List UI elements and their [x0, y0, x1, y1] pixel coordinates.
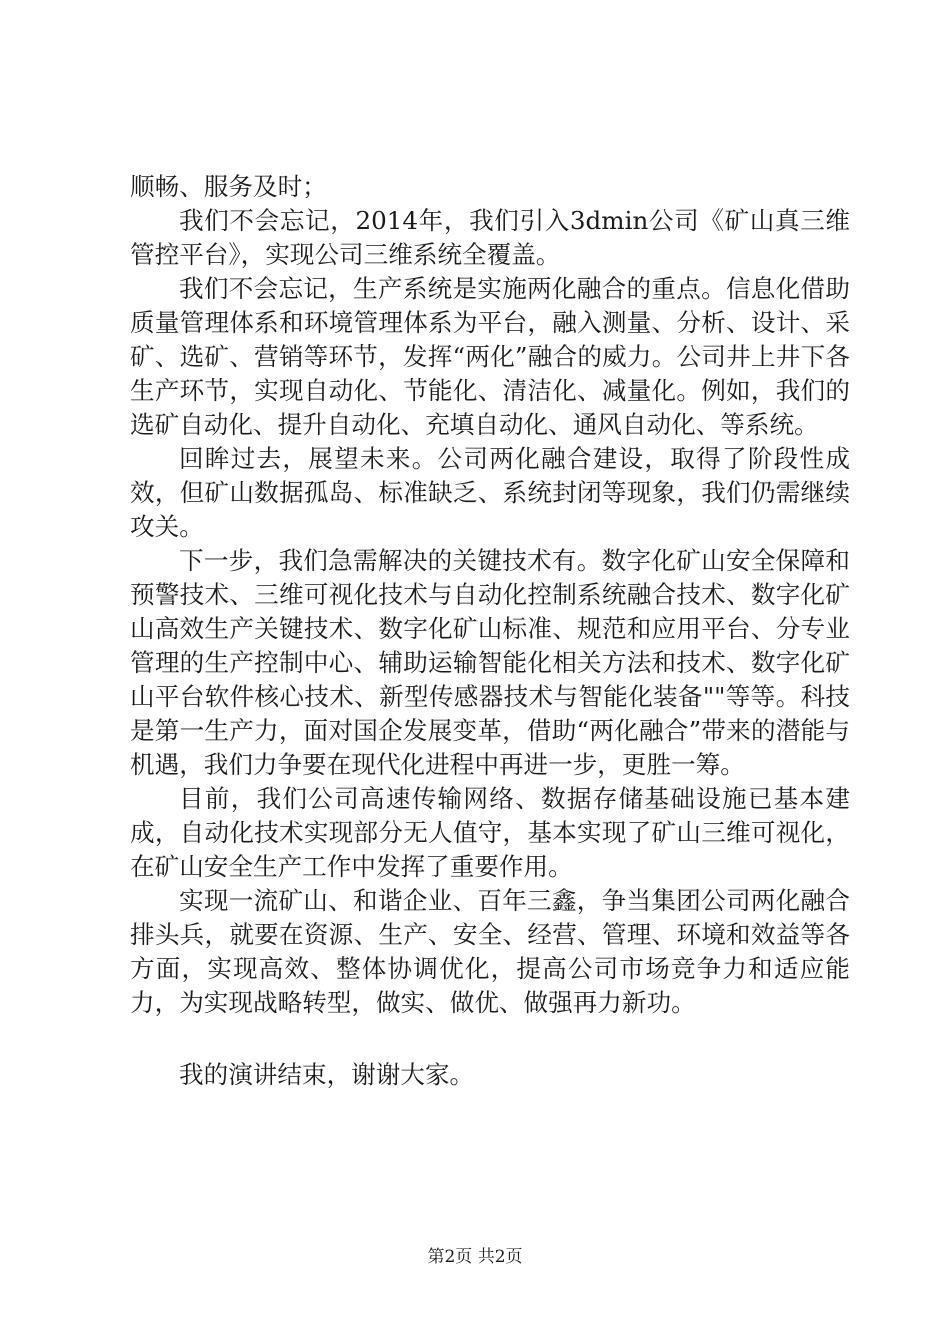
paragraph-next-steps: 下一步，我们急需解决的关键技术有。数字化矿山安全保障和预警技术、三维可视化技术与自动化控制系统融合技术、数字化矿山高效生产关键技术、数字化矿山标准、规范和应用平台、分专业管理的生产控制中心、辅助运输智能化相关方法和技术、数字化矿山平台软件核心技术、新型传感器技术与智能化装备""等等。科技是第一生产力，面对国企发展变革，借助“两化融合”带来的潜能与机遇，我们力争要在现代化进程中再进一步，更胜一筹。 [130, 546, 850, 779]
paragraph-current-status: 目前，我们公司高速传输网络、数据存储基础设施已基本建成，自动化技术实现部分无人值守，基本实现了矿山三维可视化，在矿山安全生产工作中发挥了重要作用。 [130, 784, 850, 881]
paragraph-goals: 实现一流矿山、和谐企业、百年三鑫，争当集团公司两化融合排头兵，就要在资源、生产、安全、经营、管理、环境和效益等各方面，实现高效、整体协调优化，提高公司市场竞争力和适应能力，为实现战略转型，做实、做优、做强再力新功。 [130, 886, 850, 1017]
page-number-footer: 第2页 共2页 [427, 1247, 523, 1267]
paragraph-retrospect: 回眸过去，展望未来。公司两化融合建设，取得了阶段性成效，但矿山数据孤岛、标准缺乏、系统封闭等现象，我们仍需继续攻关。 [130, 444, 850, 541]
document-body [130, 170, 850, 1092]
paragraph-production-system: 我们不会忘记，生产系统是实施两化融合的重点。信息化借助质量管理体系和环境管理体系为平台，融入测量、分析、设计、采矿、选矿、营销等环节，发挥“两化”融合的威力。公司井上井下各生产环节，实现自动化、节能化、清洁化、减量化。例如，我们的选矿自动化、提升自动化、充填自动化、通风自动化、等系统。 [130, 274, 850, 439]
paragraph-3d-platform: 我们不会忘记，2014年，我们引入3dmin公司《矿山真三维管控平台》，实现公司三维系统全覆盖。 [130, 206, 850, 269]
closing-line: 我的演讲结束，谢谢大家。 [179, 1060, 475, 1089]
paragraph-continuation: 顺畅、服务及时； [130, 172, 327, 201]
